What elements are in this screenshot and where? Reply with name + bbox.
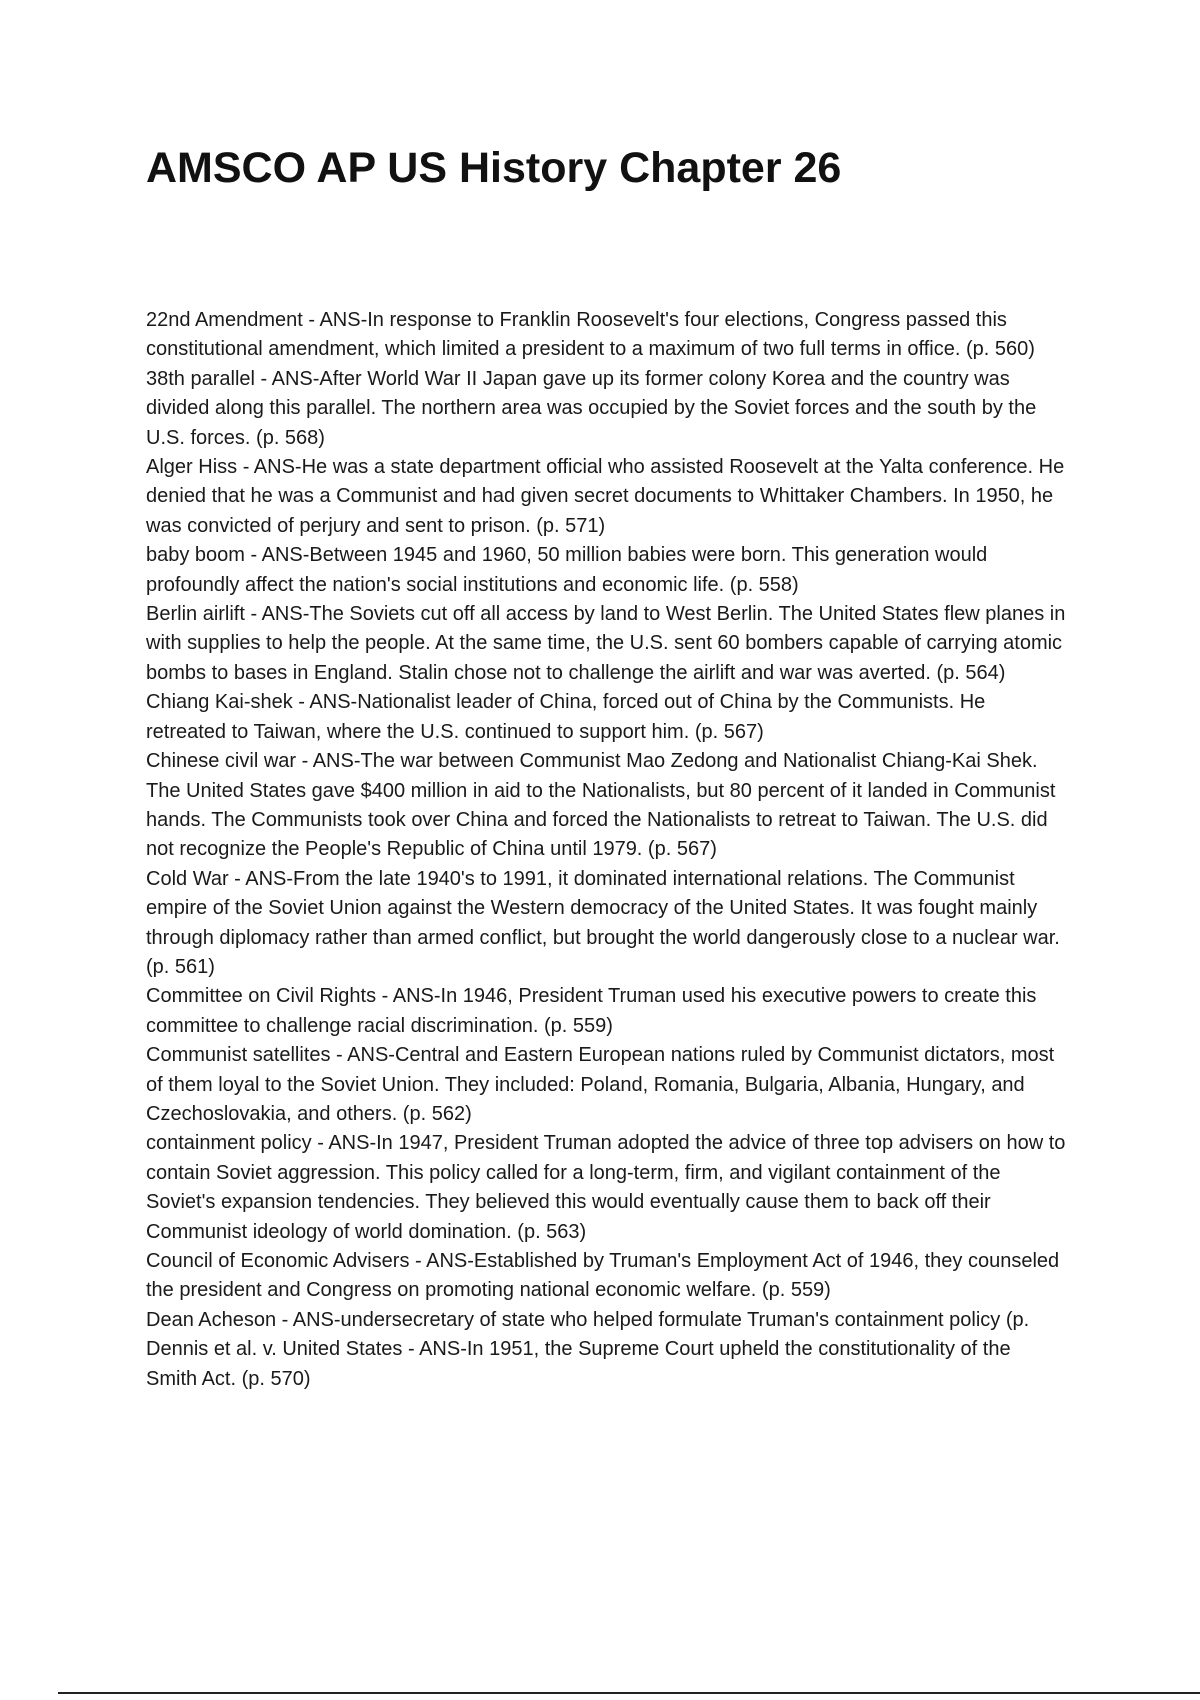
- entry-list: [146, 306, 1066, 1394]
- list-item: Cold War - ANS-From the late 1940's to 1991, it dominated international relations. The Communist empire of the Soviet Union against the Western democracy of the United States. It was fought mainly through diplomacy rather than armed conflict, but brought the world dangerously close to a nuclear war. (p. 561): [146, 867, 1060, 978]
- footer-divider: [58, 1692, 1200, 1694]
- list-item: baby boom - ANS-Between 1945 and 1960, 50 million babies were born. This generation would profoundly affect the nation's social institutions and economic life. (p. 558): [146, 544, 988, 596]
- list-item: Dean Acheson - ANS-undersecretary of state who helped formulate Truman's containment policy (p.: [146, 1308, 1030, 1331]
- list-item: Council of Economic Advisers - ANS-Established by Truman's Employment Act of 1946, they counseled the president and Congress on promoting national economic welfare. (p. 559): [146, 1250, 1060, 1302]
- list-item: Chiang Kai-shek - ANS-Nationalist leader of China, forced out of China by the Communists. He retreated to Taiwan, where the U.S. continued to support him. (p. 567): [146, 691, 986, 743]
- list-item: Alger Hiss - ANS-He was a state department official who assisted Roosevelt at the Yalta conference. He denied that he was a Communist and had given secret documents to Whittaker Chambers. In 1950, he was convicted of perjury and sent to prison. (p. 571): [146, 456, 1065, 537]
- list-item: containment policy - ANS-In 1947, President Truman adopted the advice of three top advisers on how to contain Soviet aggression. This policy called for a long-term, firm, and vigilant containment of the Soviet's expansion tendencies. They believed this would eventually cause them to back off their Communist ideology of world domination. (p. 563): [146, 1132, 1066, 1243]
- list-item: Communist satellites - ANS-Central and Eastern European nations ruled by Communist dictators, most of them loyal to the Soviet Union. They included: Poland, Romania, Bulgaria, Albania, Hungary, and Czechoslovakia, and others. (p. 562): [146, 1044, 1055, 1125]
- list-item: Berlin airlift - ANS-The Soviets cut off all access by land to West Berlin. The United States flew planes in with supplies to help the people. At the same time, the U.S. sent 60 bombers capable of carrying atomic bombs to bases in England. Stalin chose not to challenge the airlift and war was averted. (p. 564): [146, 603, 1066, 684]
- list-item: Committee on Civil Rights - ANS-In 1946, President Truman used his executive powers to create this committee to challenge racial discrimination. (p. 559): [146, 985, 1037, 1037]
- list-item: 22nd Amendment - ANS-In response to Franklin Roosevelt's four elections, Congress passed this constitutional amendment, which limited a president to a maximum of two full terms in office. (p. 560): [146, 309, 1035, 361]
- list-item: Chinese civil war - ANS-The war between Communist Mao Zedong and Nationalist Chiang-Kai Shek. The United States gave $400 million in aid to the Nationalists, but 80 percent of it landed in Communist hands. The Communists took over China and forced the Nationalists to retreat to Taiwan. The U.S. did not recognize the People's Republic of China until 1979. (p. 567): [146, 750, 1056, 861]
- list-item: Dennis et al. v. United States - ANS-In 1951, the Supreme Court upheld the constitutionality of the Smith Act. (p. 570): [146, 1338, 1011, 1390]
- list-item: 38th parallel - ANS-After World War II Japan gave up its former colony Korea and the country was divided along this parallel. The northern area was occupied by the Soviet forces and the south by the U.S. forces. (p. 568): [146, 367, 1037, 449]
- page-title: AMSCO AP US History Chapter 26: [146, 144, 842, 192]
